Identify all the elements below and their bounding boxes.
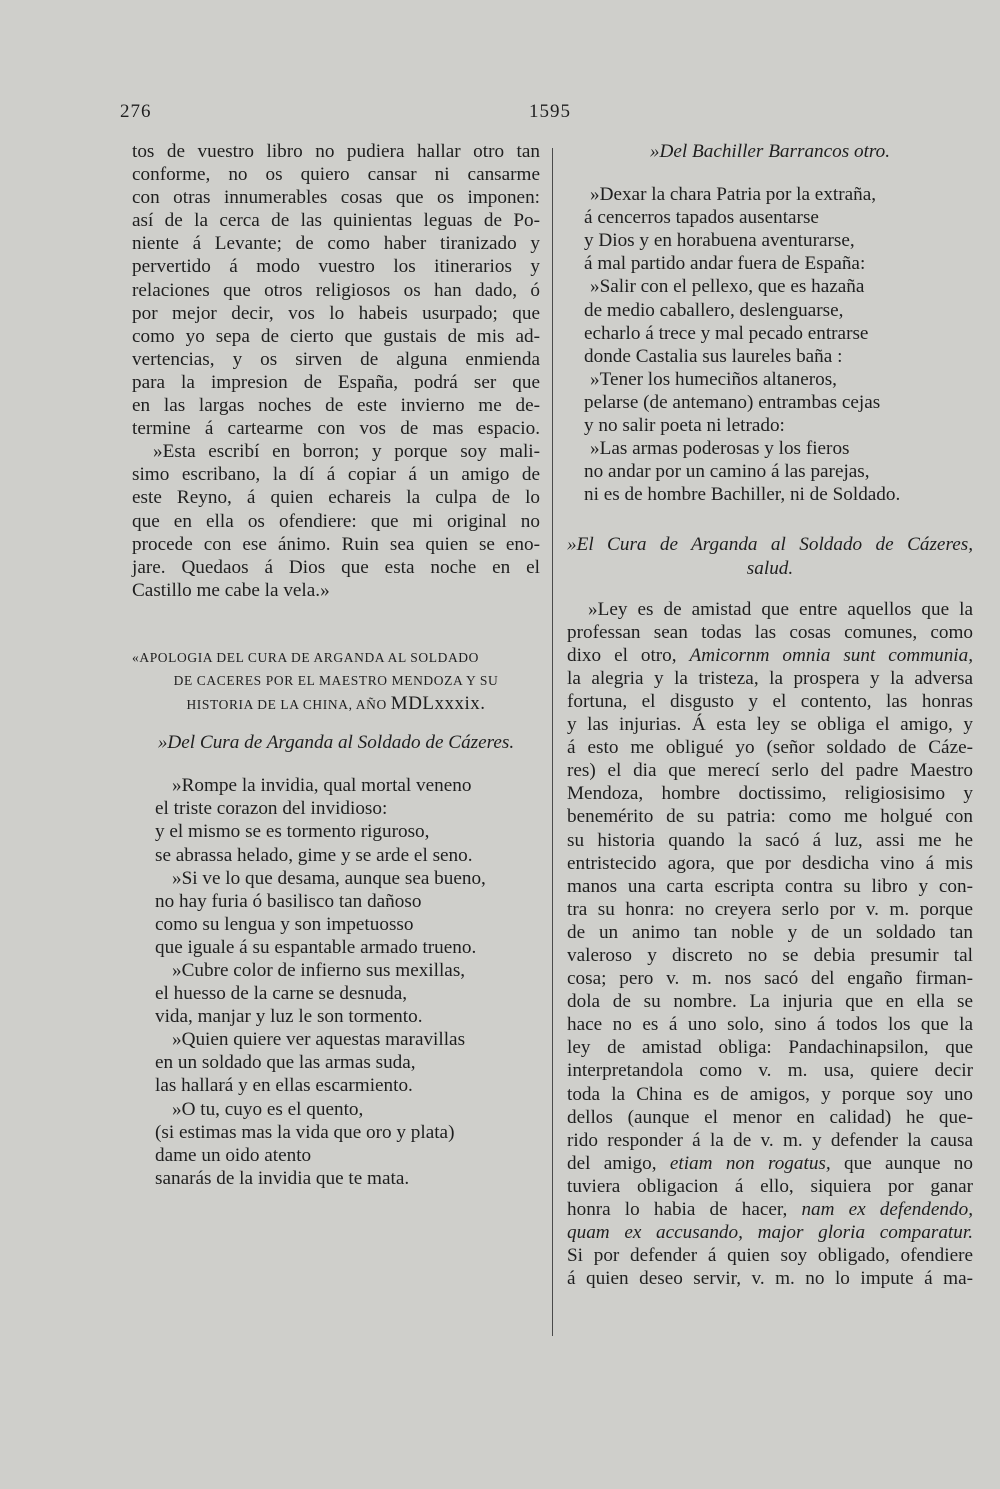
text-line: valeroso y discreto no se debia presumir tal [567,945,973,966]
verse-line: y Dios y en horabuena aventurarse, [584,230,855,252]
text-line: pervertido á modo vuestro los itinerarios y [132,256,540,278]
heading-text: HISTORIA DE LA CHINA, AÑO [186,697,391,713]
text-line: cosa; pero v. m. nos sacó del engaño firman- [567,968,973,990]
text-line: tos de vuestro libro no pudiera hallar otro tan [132,141,540,162]
verse-line: ni es de hombre Bachiller, ni de Soldado. [584,484,901,506]
text-line: Si por defender á quien soy obligado, ofendiere [567,1245,973,1267]
text-line: interpretandola como v. m. usa, quiere decir [567,1060,973,1082]
text-line: simo escribano, la dí á copiar á un amigo de [132,464,540,486]
verse-line: se abrassa helado, gime y se arde el seno. [155,844,473,866]
text-line: que en ella os ofendiere: que mi original no [132,510,540,532]
text-line: »Ley es de amistad que entre aquellos que la [588,598,973,620]
heading-line: DE CACERES POR EL MAESTRO MENDOZA Y SU [173,672,499,688]
latin-quote: etiam non rogatus, [669,1152,831,1174]
text-span: del amigo, [567,1152,670,1174]
text-line [567,1152,973,1175]
text-line: de un animo tan noble y de un soldado tan [567,921,973,943]
verse-line: (si estimas mas la vida que oro y plata) [155,1121,455,1143]
verse-line: el huesso de la carne se desnuda, [155,983,408,1005]
verse-line: »Cubre color de infierno sus mexillas, [172,960,466,981]
verse-line: las hallará y en ellas escarmiento. [155,1075,413,1097]
page-number: 276 [120,101,152,122]
verse-line: dame un oido atento [155,1144,312,1166]
left-column [132,140,540,1190]
text-line: para la impresion de España, podrá ser que [132,371,540,393]
text-line: dola de su nombre. La injuria que en ella se [567,991,973,1013]
text-line: manos una carta escripta contra su libro y con- [567,875,973,897]
verse-line: »Si ve lo que desama, aunque sea bueno, [172,867,486,889]
text-line: hace no es á uno solo, sino á todos los que la [567,1014,973,1036]
text-line: niente á Levante; de como haber tiranizado y [132,233,540,255]
verse-line: no hay furia ó basilisco tan dañoso [155,890,422,912]
text-line: jare. Quedaos á Dios que esta noche en el [132,556,540,578]
text-line: su historia quando la sacó á luz, assi me he [567,829,973,851]
heading-line [132,692,540,715]
text-line: como yo sepa de cierto que gustais de mis ad- [132,325,540,347]
text-line: este Reyno, á quien echareis la culpa de lo [132,487,540,509]
text-span: honra lo habia de hacer, [567,1199,802,1221]
text-line: relaciones que otros religiosos os han dado, ó [132,279,540,301]
verse-line: sanarás de la invidia que te mata. [155,1167,410,1189]
text-line: Mendoza, hombre doctissimo, religiosisimo y [567,783,973,805]
text-line: y las injurias. Á esta ley se obliga el amigo, y [567,714,973,736]
verse-line: »Rompe la invidia, qual mortal veneno [172,775,472,797]
latin-quote: Amicornm omnia sunt communia, [689,644,974,666]
text-line: tuviera obligacion á ello, siquiera por ganar [567,1175,973,1197]
letter-body [567,598,973,1291]
heading-line: «APOLOGIA DEL CURA DE ARGANDA AL SOLDADO [132,649,480,665]
text-line: á esto me obligué yo (señor soldado de Cáze- [567,737,973,759]
verse-line: en un soldado que las armas suda, [155,1052,416,1074]
text-line: termine á cartearme con vos de mas espacio. [132,418,540,440]
verse-line: donde Castalia sus laureles baña : [584,345,843,367]
verse-line: »Dexar la chara Patria por la extraña, [590,184,877,206]
letter-title-line: salud. [746,557,794,579]
letter-closing-paragraph [132,140,540,602]
right-column [567,140,973,1290]
sonnet [567,183,973,506]
text-line: professan sean todas las cosas comunes, como [567,621,973,643]
text-line: dellos (aunque el menor en calidad) he que- [567,1106,973,1128]
text-line: res) el dia que merecí serlo del padre Maestro [567,760,973,782]
poem-title: »Del Bachiller Barrancos otro. [649,141,891,162]
letter-title [567,533,973,579]
verse-line: y el mismo se es tormento riguroso, [155,821,430,843]
column-divider [552,148,553,1336]
text-line: rido responder á la de v. m. y defender la causa [567,1129,973,1151]
running-head-year: 1595 [529,101,571,122]
sonnet [132,774,540,1190]
text-line [567,644,973,667]
verse-line: »Las armas poderosas y los fieros [590,438,850,460]
latin-quote-line: quam ex accusando, major gloria comparatur. [567,1222,973,1244]
text-span: dixo el otro, [567,644,690,666]
heading-year-roman: MDLxxxix. [390,693,486,715]
text-line: »Esta escribí en borron; y porque soy mali- [153,441,540,463]
verse-line: de medio caballero, deslenguarse, [584,299,844,321]
text-line: vertencias, y os sirven de alguna enmienda [132,348,540,370]
verse-line: á cencerros tapados ausentarse [584,207,819,229]
text-line: entristecido agora, que por desdicha vino á mis [567,852,973,874]
text-line: la alegria y la tristeza, la prospera y la adversa [567,667,973,689]
text-line: Castillo me cabe la vela.» [132,579,330,601]
section-heading [132,646,540,715]
verse-line: vida, manjar y luz le son tormento. [155,1006,423,1028]
verse-line: que iguale á su espantable armado trueno. [155,936,477,958]
text-span: que aunque no [830,1152,973,1174]
verse-line: »O tu, cuyo es el quento, [172,1098,364,1120]
text-line: benemérito de su patria: como me holgué con [567,806,973,828]
latin-quote: nam ex defendendo, [801,1199,973,1221]
text-line [567,1198,973,1221]
text-line: en las largas noches de este invierno me de- [132,395,540,417]
verse-line: el triste corazon del invidioso: [155,798,388,820]
text-line: con otras innumerables cosas que os imponen: [132,187,540,209]
verse-line: pelarse (de antemano) entrambas cejas [584,391,881,413]
text-line: á quien deseo servir, v. m. no lo impute á ma- [567,1268,973,1290]
verse-line: y no salir poeta ni letrado: [584,415,785,437]
text-line: ley de amistad obliga: Pandachinapsilon, que [567,1037,973,1059]
text-line: fortuna, el disgusto y el contento, las honras [567,690,973,712]
letter-title-line: »El Cura de Arganda al Soldado de Cázeres, [567,534,973,556]
text-line: toda la China es de amigos, y porque soy uno [567,1083,973,1105]
verse-line: »Quien quiere ver aquestas maravillas [172,1029,466,1051]
verse-line: como su lengua y son impetuosso [155,913,414,935]
text-line: conforme, no os quiero cansar ni cansarme [132,164,540,186]
verse-line: á mal partido andar fuera de España: [584,253,866,275]
text-line: así de la cerca de las quinientas leguas de Po- [132,210,540,232]
text-line: tra su honra: no creyera serlo por v. m. porque [567,898,973,920]
text-line: procede con ese ánimo. Ruin sea quien se eno- [132,533,540,555]
verse-line: no andar por un camino á las parejas, [584,461,870,483]
verse-line: »Tener los humeciños altaneros, [590,368,837,390]
verse-line: »Salir con el pellexo, que es hazaña [590,276,865,298]
text-line: por mejor decir, vos lo habeis usurpado; que [132,302,540,324]
verse-line: echarlo á trece y mal pecado entrarse [584,322,869,344]
poem-title: »Del Cura de Arganda al Soldado de Cázeres. [157,732,515,754]
